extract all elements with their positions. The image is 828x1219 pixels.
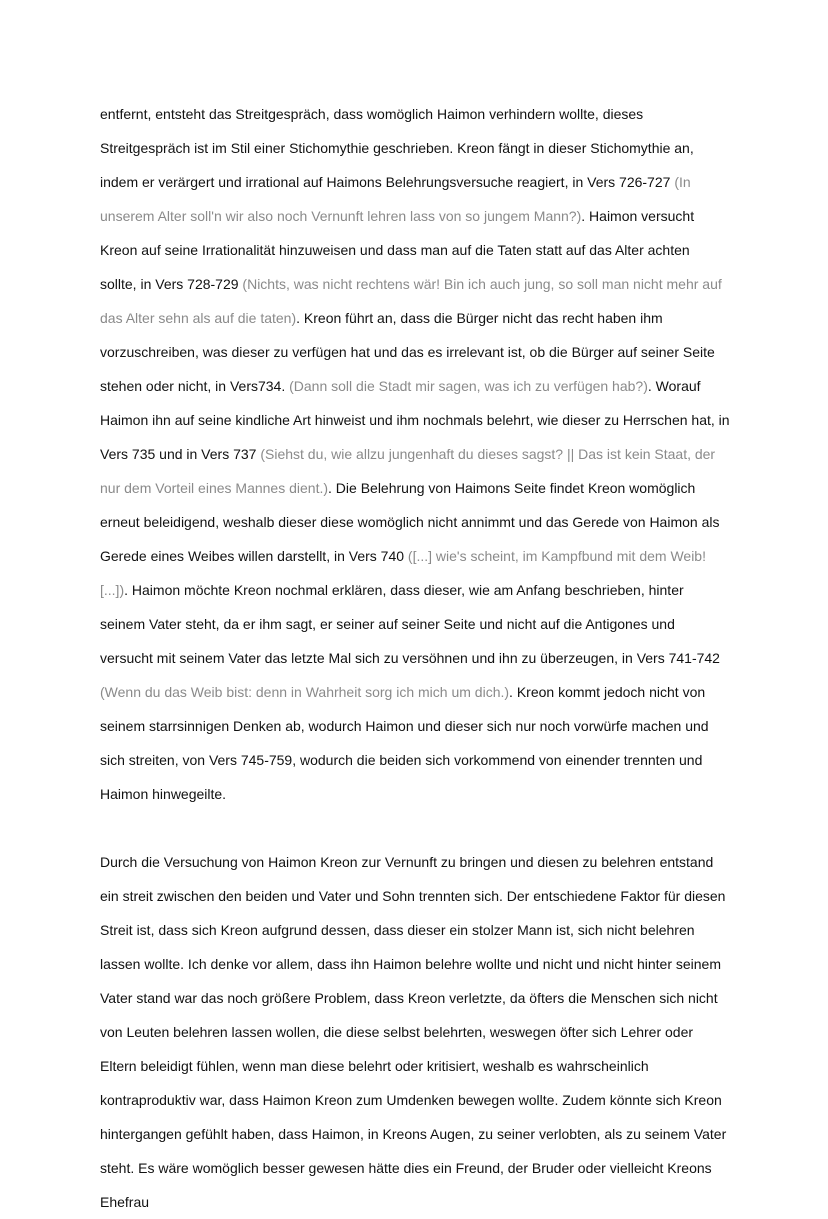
quote-segment: (Siehst du, wie allzu jungenhaft du dieses sagst? || Das ist kein Staat, der nur dem Vorteil eines Mannes dient.) <box>100 446 716 496</box>
quote-segment: (Nichts, was nicht rechtens wär! Bin ich auch jung, so soll man nicht mehr auf das Alter sehn als auf die taten) <box>100 276 722 326</box>
paragraph-conclusion <box>100 845 730 1219</box>
document-page <box>100 97 730 1219</box>
quote-segment: (Wenn du das Weib bist: denn in Wahrheit sorg ich mich um dich.) <box>100 684 510 700</box>
text-segment: . Kreon kommt jedoch nicht von seinem starrsinnigen Denken ab, wodurch Haimon und dieser sich nur noch vorwürfe machen und sich streiten, von Vers 745-759, wodurch die beiden sich vorkommend von einender trennten und Haimon hinwegeilte. <box>100 684 709 802</box>
paragraph-analysis <box>100 97 730 811</box>
quote-segment: (In unserem Alter soll'n wir also noch Vernunft lehren lass von so jungem Mann?) <box>100 174 691 224</box>
text-segment: . Die Belehrung von Haimons Seite findet Kreon womöglich erneut beleidigend, weshalb dieser diese womöglich nicht annimmt und das Gerede von Haimon als Gerede eines Weibes willen darstellt, in Vers 740 <box>100 480 720 564</box>
text-segment: . Haimon möchte Kreon nochmal erklären, dass dieser, wie am Anfang beschrieben, hinter seinem Vater steht, da er ihm sagt, er seiner auf seiner Seite und nicht auf die Antigones und versucht mit seinem Vater das letzte Mal sich zu versöhnen und ihn zu überzeugen, in Vers 741-742 <box>100 582 720 666</box>
text-segment: Durch die Versuchung von Haimon Kreon zur Vernunft zu bringen und diesen zu belehren entstand ein streit zwischen den beiden und Vater und Sohn trennten sich. Der entschiedene Faktor für diesen Streit ist, dass sich Kreon aufgrund dessen, dass dieser ein stolzer Mann ist, sich nicht belehren lassen wollte. Ich denke vor allem, dass ihn Haimon belehre wollte und nicht und nicht hinter seinem Vater stand war das noch größere Problem, dass Kreon verletzte, da öfters die Menschen sich nicht von Leuten belehren lassen wollen, die diese selbst belehrten, weswegen öfter sich Lehrer oder Eltern beleidigt fühlen, wenn man diese belehrt oder kritisiert, weshalb es wahrscheinlich kontraproduktiv war, dass Haimon Kreon zum Umdenken bewegen wollte. Zudem könnte sich Kreon hintergangen gefühlt haben, dass Haimon, in Kreons Augen, zu seiner verlobten, als zu seinem Vater steht. Es wäre womöglich besser gewesen hätte dies ein Freund, der Bruder oder vielleicht Kreons Ehefrau <box>100 854 727 1210</box>
text-segment: . Kreon führt an, dass die Bürger nicht das recht haben ihm vorzuschreiben, was dieser zu verfügen hat und das es irrelevant ist, ob die Bürger auf seiner Seite stehen oder nicht, in Vers734. <box>100 310 715 394</box>
text-segment: . Haimon versucht Kreon auf seine Irrationalität hinzuweisen und dass man auf die Taten statt auf das Alter achten sollte, in Vers 728-729 <box>100 208 695 292</box>
quote-segment: ([...] wie's scheint, im Kampfbund mit dem Weib! [...]) <box>100 548 706 598</box>
text-segment: entfernt, entsteht das Streitgespräch, dass womöglich Haimon verhindern wollte, dieses Streitgespräch ist im Stil einer Stichomythie geschrieben. Kreon fängt in dieser Stichomythie an, indem er verärgert und irrational auf Haimons Belehrungsversuche reagiert, in Vers 726-727 <box>100 106 694 190</box>
quote-segment: (Dann soll die Stadt mir sagen, was ich zu verfügen hab?) <box>289 378 648 394</box>
text-segment: . Worauf Haimon ihn auf seine kindliche Art hinweist und ihm nochmals belehrt, wie dieser zu Herrschen hat, in Vers 735 und in Vers 737 <box>100 378 730 462</box>
